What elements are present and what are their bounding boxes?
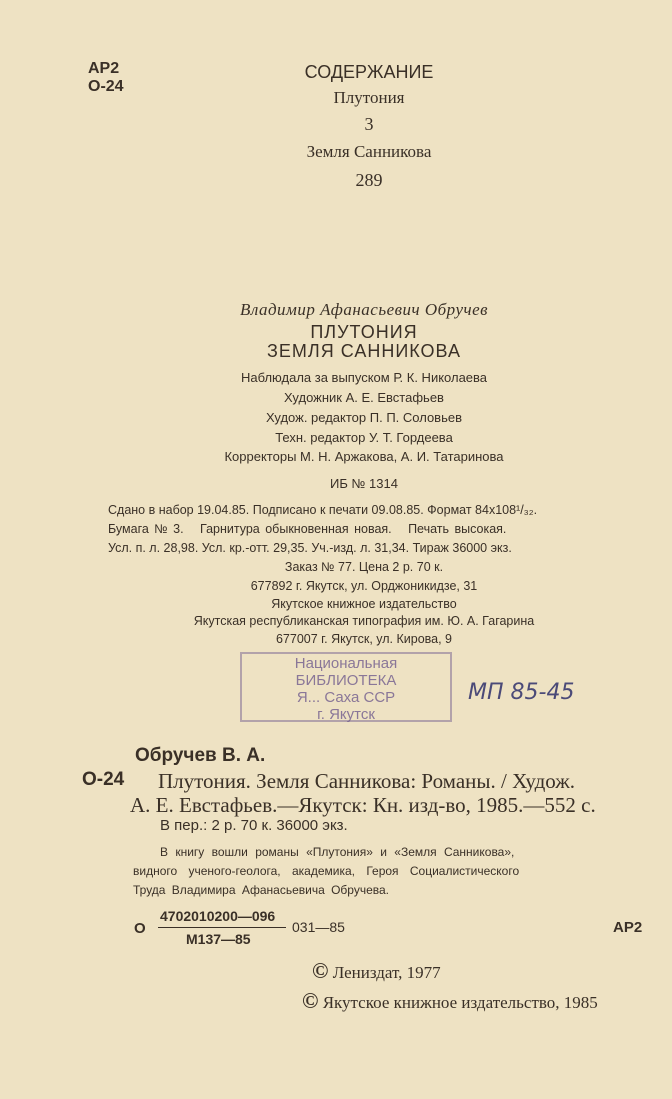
stamp-line: г. Якутск [317,706,375,723]
contents-title: СОДЕРЖАНИЕ [304,62,434,82]
catalog-line: В пер.: 2 р. 70 к. 36000 экз. [160,817,348,834]
index-right: АР2 [613,919,643,936]
copyright-line [312,958,441,984]
index-prefix: О [134,920,146,937]
fraction-line [158,927,286,928]
contents-item-page: 289 [355,170,383,190]
stamp-line: Я... Саха ССР [296,689,396,706]
credit-line: Худож. редактор П. П. Соловьев [266,410,462,425]
imprint-line: 677892 г. Якутск, ул. Орджоникидзе, 31 [250,579,478,593]
stamp-line: БИБЛИОТЕКА [295,672,397,689]
imprint-line: 677007 г. Якутск, ул. Кирова, 9 [275,632,453,646]
corner-code-1: АР2 [88,60,120,77]
copyright-text: Лениздат, 1977 [332,963,441,982]
library-stamp [240,652,452,722]
catalog-code: О-24 [82,769,125,790]
imprint-line: Усл. п. л. 28,98. Усл. кр.-отт. 29,35. Уч.-изд. л. 31,34. Тираж 36000 экз. [108,541,512,555]
catalog-line: Плутония. Земля Санникова: Романы. / Худож. [158,769,575,793]
stamp-line: Национальная [294,655,398,672]
annotation-line: В книгу вошли романы «Плутония» и «Земля Санникова», [160,845,515,859]
imprint-line: Сдано в набор 19.04.85. Подписано к печати 09.08.85. Формат 84х108¹/₃₂. [108,503,538,517]
imprint-line: Бумага № 3. Гарнитура обыкновенная новая. Печать высокая. [108,522,507,536]
contents-item-page: 3 [364,114,374,134]
index-top: 4702010200—096 [160,908,276,924]
credit-line: Наблюдала за выпуском Р. К. Николаева [240,370,488,385]
copyright-line [302,988,598,1014]
handwritten-note: МП 85-45 [468,680,575,705]
corner-code-2: О-24 [88,78,124,95]
contents-item-name: Земля Санникова [306,142,432,161]
book-title-2: ЗЕМЛЯ САННИКОВА [267,341,461,361]
catalog-line: А. Е. Евстафьев.—Якутск: Кн. изд-во, 1985.—552 с. [130,793,596,817]
catalog-author: Обручев В. А. [135,745,266,766]
index-suffix: 031—85 [292,919,345,935]
author-name: Владимир Афанасьевич Обручев [239,300,489,319]
credit-line: Корректоры М. Н. Аржакова, А. И. Татаринова [224,449,504,464]
annotation-line: видного ученого-геолога, академика, Героя Социалистического [133,864,520,878]
ib-number: ИБ № 1314 [330,476,398,491]
credit-line: Художник А. Е. Евстафьев [284,390,444,405]
index-bottom: М137—85 [186,931,251,947]
copyright-icon: © [302,988,319,1013]
imprint-line: Якутское книжное издательство [271,597,457,611]
imprint-line: Якутская республиканская типография им. Ю. А. Гагарина [193,614,535,628]
annotation-line: Труда Владимира Афанасьевича Обручева. [133,883,389,897]
imprint-line: Заказ № 77. Цена 2 р. 70 к. [284,560,444,574]
book-title-1: ПЛУТОНИЯ [310,322,418,342]
copyright-text: Якутское книжное издательство, 1985 [322,993,598,1012]
credit-line: Техн. редактор У. Т. Гордеева [275,430,453,445]
contents-item-name: Плутония [333,88,405,107]
copyright-icon: © [312,958,329,983]
